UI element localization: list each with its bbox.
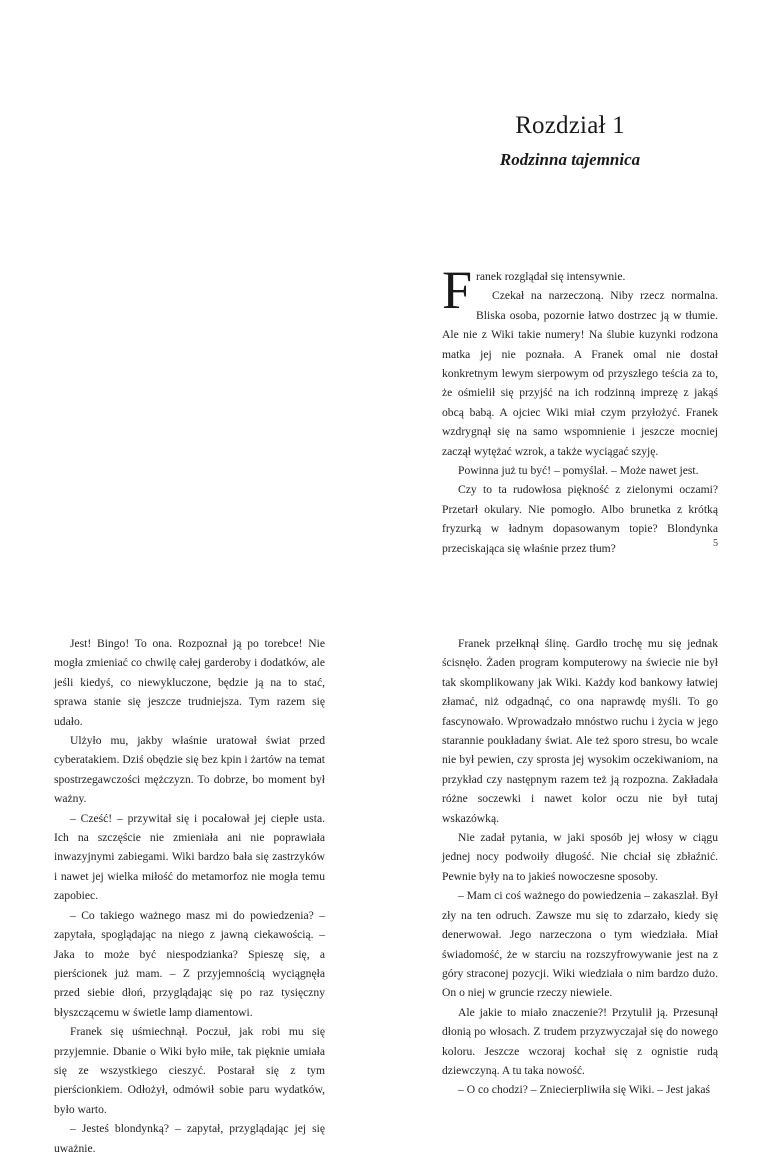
paragraph: Ulżyło mu, jakby właśnie uratował świat przed cyberatakiem. Dziś obędzie się bez kpin i żartów na temat spostrzegawczości mężczyzn. To dobrze, bo moment był ważny. — [54, 734, 325, 806]
drop-cap: F — [442, 260, 473, 320]
paragraph: – Mam ci coś ważnego do powiedzenia – zakaszlał. Był zły na ten odruch. Zawsze mu się to zdarzało, kiedy się denerwował. Jego narzeczona o tym wiedziała. Miał świadomość, że w starciu na rozszyfrowywanie jest na z góry straconej pozycji. Wiki wiedziała o nim bardzo dużo. On o niej w gruncie rzeczy niewiele. — [442, 889, 718, 1000]
right-column-text — [442, 634, 718, 1100]
paragraph: Jest! Bingo! To ona. Rozpoznał ją po torebce! Nie mogła zmieniać co chwilę całej garderoby i dodatków, ale jeśli kiedyś, co niewykluczone, będzie ją na to stać, sprawa stanie się jeszcze trudniejsza. Tym razem się udało. — [54, 637, 325, 728]
paragraph: Powinna już tu być! – pomyślał. – Może nawet jest. — [458, 464, 699, 478]
paragraph: – Jesteś blondynką? – zapytał, przyglądając jej się uważnie. — [54, 1122, 325, 1155]
paragraph: Franek się uśmiechnął. Poczuł, jak robi mu się przyjemnie. Dbanie o Wiki było miłe, tak pięknie umiała się ze wszystkiego cieszyć. Postarał się z tym pierścionkiem. Odłożył, odmówił sobie paru wydatków, było warto. — [54, 1025, 325, 1116]
left-column-text — [54, 634, 325, 1158]
paragraph: Czekał na narzeczoną. Niby rzecz normalna. Bliska osoba, pozornie łatwo dostrzec ją w tłumie. Ale nie z Wiki takie numery! Na ślubie kuzynki rodzona matka jej nie poznała. A Franek omal nie dostał konkretnym lewym sierpowym od przyszłego teścia za to, że ośmielił się przyjść na ich rodzinną imprezę z jakąś obcą babą. A ojciec Wiki miał czym przyłożyć. Franek wzdrygnął się na samo wspomnienie i jeszcze mocniej zaczął wytężać wzrok, a także wyciągać szyję. — [442, 289, 718, 458]
opening-paragraph — [442, 260, 718, 320]
paragraph: Ale jakie to miało znaczenie?! Przytulił ją. Przesunął dłonią po włosach. Z trudem przyzwyczajał się do nowego koloru. Jeszcze wczoraj kochał się z ognistie rudą dziewczyną. A tu taka nowość. — [442, 1005, 718, 1077]
paragraph: – Cześć! – przywitał się i pocałował jej ciepłe usta. Ich na szczęście nie zmieniała ani nie poprawiała inwazyjnymi zabiegami. Wiki bardzo bała się zastrzyków i nawet jej wielka miłość do metamorfoz nie mogła temu zapobiec. — [54, 811, 325, 903]
book-page-top — [0, 0, 768, 576]
paragraph: – Co takiego ważnego masz mi do powiedzenia? – zapytała, spoglądając na niego z jawną ciekawością. – Jaka to może być niespodzianka? Spieszę się, a pierścionek już mam. – Z przyjemnością wyciągnęła przed siebie dłoń, przyglądając się po raz tysięczny błyszczącemu w świetle lamp diamentowi. — [54, 908, 325, 1019]
opening-text — [442, 260, 718, 558]
paragraph: Czy to ta rudowłosa piękność z zielonymi oczami? Przetarł okulary. Nie pomogło. Albo brunetka z krótką fryzurką w ładnym dopasowanym topie? Blondynka przeciskająca się właśnie przez tłum? — [442, 483, 718, 555]
paragraph: Nie zadał pytania, w jaki sposób jej włosy w ciągu jednej nocy podwoiły długość. Nie chciał się zbłaźnić. Pewnie były na to jakieś nowoczesne sposoby. — [442, 831, 718, 883]
paragraph: – O co chodzi? – Zniecierpliwiła się Wiki. – Jest jakaś — [458, 1083, 711, 1097]
opening-first-line: ranek rozglądał się intensywnie. — [476, 270, 626, 283]
chapter-subtitle: Rodzinna tajemnica — [499, 150, 641, 169]
chapter-title: Rozdział 1 — [515, 112, 625, 139]
page-number: 5 — [713, 538, 718, 549]
paragraph: Franek przełknął ślinę. Gardło trochę mu się jednak ścisnęło. Żaden program komputerowy na świecie nie był tak skomplikowany jak Wiki. Każdy kod bankowy łatwiej złamać, niż odgadnąć, co ona naprawdę myśli. To go fascynowało. Wprowadzało mnóstwo ruchu i życia w jego starannie poukładany świat. Ale też sporo stresu, bo wcale nie był pewien, czy sprosta jej wysokim oczekiwaniom, na przykład czy następnym razem też ją rozpozna. Zakładała różne soczewki i nawet kolor oczu nie był tutaj wskazówką. — [442, 637, 718, 825]
